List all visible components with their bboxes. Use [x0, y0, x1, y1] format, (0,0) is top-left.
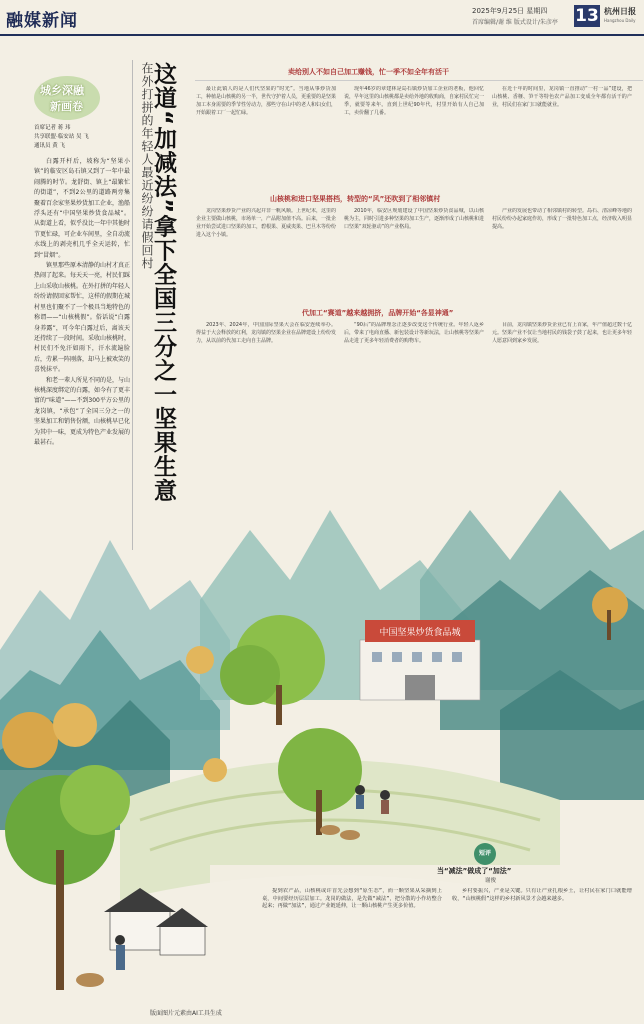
paragraph: 在近十年的时间里，龙岗镇一直推动“一村一品”建设，把山核桃、香榧、笋干等特色农产品加工变成全年都有活干的产业，村民们在家门口就能就业。 — [492, 86, 632, 108]
page-number: 13 — [575, 6, 599, 26]
article-headline: 这道“加减法”拿下全国三分之一坚果生意 — [150, 62, 176, 503]
factory-sign: 中国坚果炒货食品城 — [379, 628, 461, 638]
commentary-column — [452, 888, 632, 1008]
paragraph: 2010年，临安区规划建设了中国坚果炒货食品城，以山核桃为主，同时引进多种坚果的加工生产，逐渐形成了山核桃和进口坚果“双轮驱动”的产业格局。 — [344, 208, 484, 230]
commentary-title: 当“减法”做成了“加法” — [437, 867, 512, 875]
paragraph: 产业的发展也带动了相邻镇村的转型。岛石、清凉峰等地的村民纷纷办起家庭作坊，形成了一批特色加工点，经济收入明显提高。 — [492, 208, 632, 230]
paragraph: 镇里那些原本清静的山村才真正热闹了起来。每天天一亮，村民们踩上山采收山核桃。在外打拼的年轻人纷纷请假回家帮忙，这样的假期在城村里也们聚不了一个极具当地特色的称谓——“山核桃假”。俗话说“白露身养露”，可今年白露过后，离该天还持续了一段时间。采收山核桃时，村民们不免汗如雨下，汗水流遍脸后，劳累一阵刚落，却马上被欢笑的喜悦抹平。 — [34, 262, 131, 374]
rule — [195, 80, 643, 81]
factory-building — [360, 620, 480, 700]
page-header — [0, 0, 644, 36]
article-column — [196, 86, 336, 190]
byline-line: 首席记者 蒋 玮 — [34, 125, 71, 131]
article-column — [492, 208, 632, 306]
article-column — [196, 322, 336, 402]
series-label-line2: 新画卷 — [50, 100, 83, 113]
editors-line: 首席编辑/谢 维 版式设计/朱彦亭 — [472, 19, 558, 26]
paragraph: 提到农产品，山核桃或许首先会想到“原生态”，而一颗坚果从采摘到上桌，中间要经历层层加工。龙岗的做法，是先做“减法”，把分散的小作坊整合起来；再做“加法”，通过产业链延伸，让一颗山核桃产生更多价值。 — [262, 888, 442, 910]
article-column — [492, 322, 632, 402]
article-column — [492, 86, 632, 190]
byline — [34, 124, 134, 151]
commentary-author: 谢俊 — [485, 878, 497, 884]
paragraph: 白露开杆后，坡称为“坚果小镇”的临安区岛石镇又到了一年中最闹腾的时节。龙舒街、镇上“最繁忙的街道”，不到2公里的道路两旁集聚着百余家坚果炒货加工企业，渔船浮头还有“中国坚果炒货食品城”。从街道上看，似乎没比一年中其他时节更忙碌，可企业车间里，全自动流水线上的剥壳机几乎全天运转，忙到“冒烟”。 — [34, 158, 131, 259]
series-label-line1: 城乡深融 — [40, 84, 84, 97]
section-heading-3: 代加工“赛道”越来越拥挤，品牌开始“各显神通” — [302, 309, 454, 317]
series-badge — [34, 76, 100, 120]
paragraph: 目前，龙岗镇坚果炒货企业已有上百家，年产值超过数十亿元。坚果产业不仅让当地村民的钱袋子鼓了起来，也让更多年轻人愿意回到家乡发展。 — [492, 322, 632, 344]
article-column — [344, 86, 484, 190]
date-line: 2025年9月25日 星期四 — [472, 7, 548, 15]
section-heading-1: 卖给别人不如自己加工赚钱，忙一季不如全年有活干 — [288, 68, 449, 76]
paragraph: 乡村要振兴，产业是关键。只有让产业扎根乡土，让村民在家门口就能增收，“山核桃假”这样的乡村新风景才会越来越多。 — [452, 888, 632, 902]
paragraph: 现年46岁的章建林是岛石镇炒货加工企业的老板，他回忆说，早年这里的山核桃都是卖给外地的收购商，自家村民忙完一季，就要等来年。直到上世纪90年代，村里开始有人自己加工，卖价翻了几番。 — [344, 86, 484, 116]
newspaper-logo: 杭州日报 — [604, 7, 636, 16]
article-column — [344, 208, 484, 306]
article-column — [344, 322, 484, 402]
newspaper-logo-en: Hangzhou Daily — [604, 18, 636, 23]
section-heading-2: 山核桃和进口坚果搭档，转型的“风”还吹到了相邻镇村 — [270, 195, 441, 203]
paragraph: 龙岗坚果炒货产业的兴起并非一帆风顺。上世纪末，这里的企业主要做山核桃，市场单一，产品附加值不高。后来，一批企业开始尝试进口坚果的加工，碧根果、夏威夷果、巴旦木等纷纷进入这个小镇。 — [196, 208, 336, 238]
commentary-tag: 短评 — [474, 843, 496, 865]
article-subtitle: 在外打拼的年轻人最近纷纷请假回村 — [140, 62, 154, 270]
article-column — [196, 208, 336, 306]
image-credit: 版面图片元素由AI工具生成 — [150, 1010, 222, 1017]
paragraph: “90后”的品牌理念正逐步改变这个传统行业。年轻人返乡后，带来了电商直播、新包装设计等新玩法，让山核桃等坚果产品走进了更多年轻消费者的购物车。 — [344, 322, 484, 344]
commentary-column — [262, 888, 442, 1008]
section-title: 融媒新闻 — [6, 11, 78, 31]
paragraph: 最让此镇人的是人们代坚果的“时光”。当地从事炒货加工，种植是山核桃的另一半，世代守护着人员，更重要的是坚果加工本身需要的季节性劳动力，那些守在山中的老人和妇女们，开始跟着工厂一起忙碌。 — [196, 86, 336, 116]
paragraph: 2023年、2024年，中国国际坚果大会在临安连续举办。得益于大会释放的红利，龙岗镇的坚果企业在品牌建设上纷纷发力，从以前的代加工走向自主品牌。 — [196, 322, 336, 344]
lead-article-body — [34, 157, 130, 448]
byline-line: 共享联盟·临安站 吴 飞 — [34, 134, 89, 140]
paragraph: 和老一辈人所见不同的是，与山核桃深度绑定的白露，如今有了更丰富的“味道”——不到300平方公里的龙岗镇，“承包”了全国三分之一的坚果加工和销售份额，山核桃早已化为其中一味，更成为特色产业发展的最甚石。 — [34, 376, 131, 446]
byline-line: 通讯员 黄 飞 — [34, 143, 65, 149]
